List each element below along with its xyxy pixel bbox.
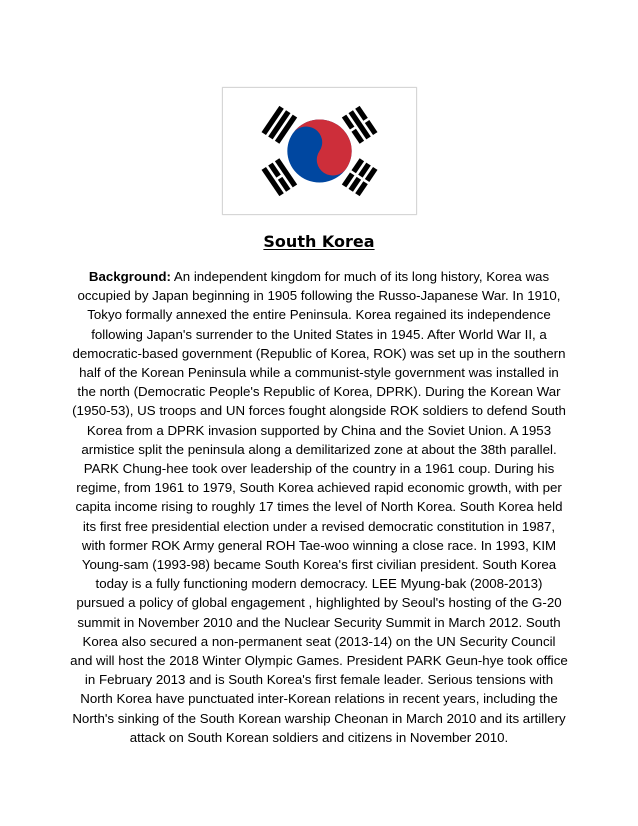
- background-text: An independent kingdom for much of its long history, Korea was occupied by Japan beginning in 1905 following the Russo-Japanese War. In 1910, Tokyo formally annexed the entire Peninsula. Korea regained its independence following Japan's surrender to the United States in 1945. After World War II, a democratic-based government (Republic of Korea, ROK) was set up in the southern half of the Korean Peninsula while a communist-style government was installed in the north (Democratic People's Republic of Korea, DPRK). During the Korean War (1950-53), US troops and UN forces fought alongside ROK soldiers to defend South Korea from a DPRK invasion supported by China and the Soviet Union. A 1953 armistice split the peninsula along a demilitarized zone at about the 38th parallel. PARK Chung-hee took over leadership of the country in a 1961 coup. During his regime, from 1961 to 1979, South Korea achieved rapid economic growth, with per capita income rising to roughly 17 times the level of North Korea. South Korea held its first free presidential election under a revised democratic constitution in 1987, with former ROK Army general ROH Tae-woo winning a close race. In 1993, KIM Young-sam (1993-98) became South Korea's first civilian president. South Korea today is a fully functioning modern democracy. LEE Myung-bak (2008-2013) pursued a policy of global engagement , highlighted by Seoul's hosting of the G-20 summit in November 2010 and the Nuclear Security Summit in March 2012. South Korea also secured a non-permanent seat (2013-14) on the UN Security Council and will host the 2018 Winter Olympic Games. President PARK Geun-hye took office in February 2013 and is South Korea's first female leader. Serious tensions with North Korea have punctuated inter-Korean relations in recent years, including the North's sinking of the South Korean warship Cheonan in March 2010 and its artillery attack on South Korean soldiers and citizens in November 2010.: [70, 269, 568, 745]
- flag-of-south-korea-icon: [223, 88, 416, 214]
- page-title-text: South Korea: [263, 232, 375, 251]
- background-paragraph: [70, 267, 568, 747]
- page-title: [0, 232, 638, 251]
- south-korea-flag-image: [222, 87, 417, 215]
- background-label: Background:: [88, 269, 171, 284]
